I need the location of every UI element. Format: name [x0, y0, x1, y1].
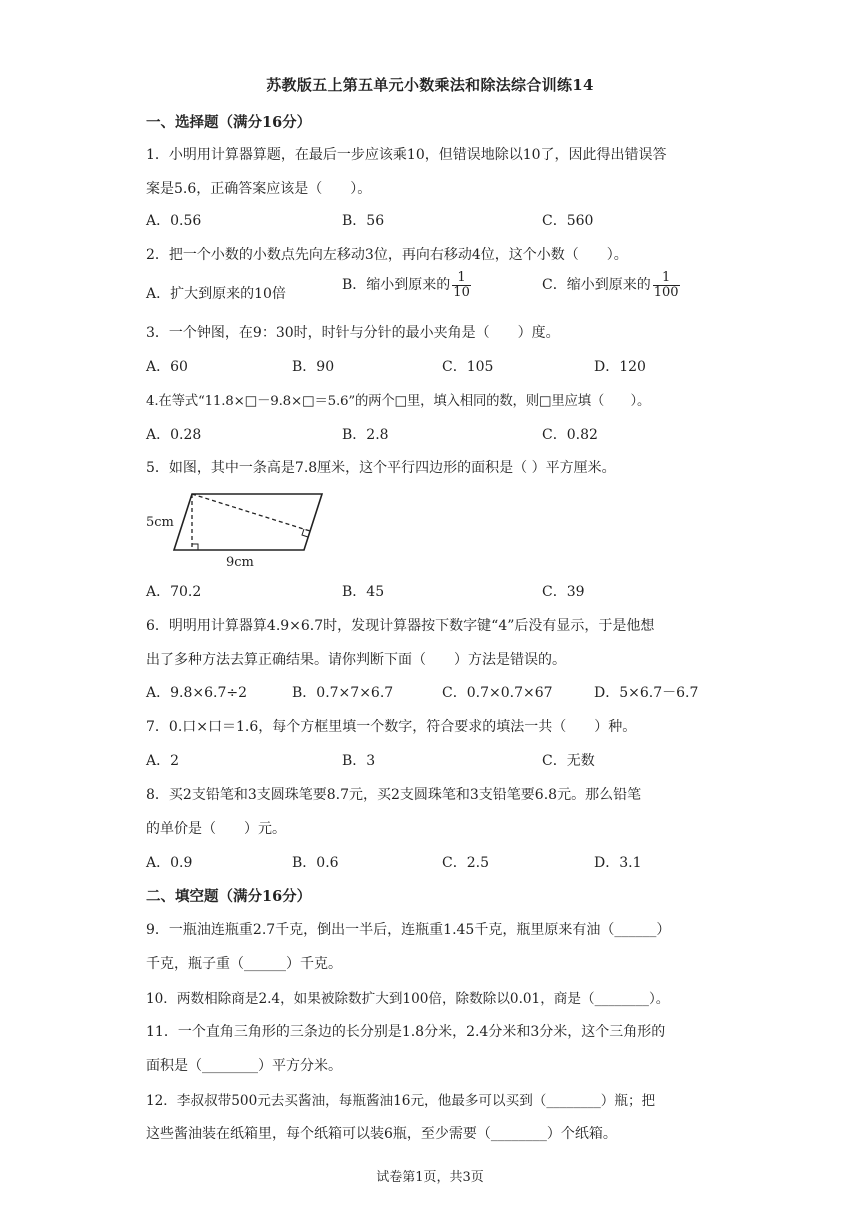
- question-5-text: 5．如图，其中一条高是7.8厘米，这个平行四边形的面积是（ ）平方厘米。: [146, 460, 616, 476]
- right-angle-mark-base: [192, 544, 198, 550]
- question-4-option-b: B．2.8: [342, 427, 389, 443]
- question-9-line-1: 9．一瓶油连瓶重2.7千克，倒出一半后，连瓶重1.45千克，瓶里原来有油（______）: [146, 922, 671, 938]
- question-8-option-d: D．3.1: [594, 855, 642, 871]
- page-footer: 试卷第1页，共3页: [376, 1170, 484, 1185]
- parallelogram-figure: [140, 484, 340, 574]
- section-heading-choice: 一、选择题（满分16分）: [146, 114, 312, 131]
- question-12-line-1: 12．李叔叔带500元去买酱油，每瓶酱油16元，他最多可以买到（________）瓶；把: [146, 1093, 656, 1109]
- question-11-line-2: 面积是（________）平方分米。: [146, 1058, 342, 1074]
- section-heading-fill: 二、填空题（满分16分）: [146, 888, 312, 905]
- fraction-one-hundredth: $\frac{1}{100}$: [653, 270, 679, 300]
- question-1-line-1: 1．小明用计算器算题，在最后一步应该乘10，但错误地除以10了，因此得出错误答: [146, 147, 667, 163]
- question-6-line-2: 出了多种方法去算正确结果。请你判断下面（ ）方法是错误的。: [146, 652, 566, 668]
- question-7-text: 7．0.口×口＝1.6，每个方框里填一个数字，符合要求的填法一共（ ）种。: [146, 719, 637, 735]
- question-4-option-a: A．0.28: [146, 427, 202, 443]
- question-10-text: 10．两数相除商是2.4，如果被除数扩大到100倍，除数除以0.01，商是（________）。: [146, 991, 670, 1007]
- page-title: 苏教版五上第五单元小数乘法和除法综合训练14: [266, 76, 594, 94]
- question-1-line-2: 案是5.6，正确答案应该是（ ）。: [146, 181, 372, 197]
- question-8-option-b: B．0.6: [292, 855, 339, 871]
- question-6-option-d: D．5×6.7－6.7: [594, 685, 699, 701]
- question-6-option-a: A．9.8×6.7÷2: [146, 685, 248, 701]
- base-length-label: 9cm: [226, 555, 254, 570]
- question-2-option-b: [342, 271, 471, 299]
- question-1-option-a: A．0.56: [146, 213, 202, 229]
- question-3-option-d: D．120: [594, 359, 646, 375]
- question-1-option-b: B．56: [342, 213, 385, 229]
- question-6-option-c: C．0.7×0.7×67: [442, 685, 553, 701]
- side-length-label: 5cm: [146, 515, 174, 530]
- question-8-option-c: C．2.5: [442, 855, 489, 871]
- question-8-option-a: A．0.9: [146, 855, 193, 871]
- question-2-option-c: [542, 271, 680, 299]
- question-3-option-a: A．60: [146, 359, 188, 375]
- question-8-line-1: 8．买2支铅笔和3支圆珠笔要8.7元，买2支圆珠笔和3支铅笔要6.8元。那么铅笔: [146, 787, 642, 803]
- height-line-to-side: [192, 494, 310, 531]
- question-5-option-b: B．45: [342, 584, 385, 600]
- question-5-option-c: C．39: [542, 584, 585, 600]
- parallelogram-shape: [174, 494, 322, 550]
- question-4-text: 4.在等式“11.8×□－9.8×□＝5.6”的两个□里，填入相同的数，则□里应填（ ）。: [146, 394, 651, 409]
- question-3-option-b: B．90: [292, 359, 335, 375]
- question-7-option-c: C．无数: [542, 753, 595, 769]
- question-12-line-2: 这些酱油装在纸箱里，每个纸箱可以装6瓶，至少需要（________）个纸箱。: [146, 1126, 617, 1142]
- question-2-option-c-label: C．缩小到原来的: [542, 277, 651, 294]
- question-2-option-a: A．扩大到原来的10倍: [146, 286, 286, 302]
- question-6-option-b: B．0.7×7×6.7: [292, 685, 394, 701]
- question-8-line-2: 的单价是（ ）元。: [146, 821, 286, 837]
- question-11-line-1: 11．一个直角三角形的三条边的长分别是1.8分米，2.4分米和3分米，这个三角形的: [146, 1024, 666, 1040]
- question-4-option-c: C．0.82: [542, 427, 598, 443]
- question-7-option-b: B．3: [342, 753, 376, 769]
- question-5-option-a: A．70.2: [146, 584, 202, 600]
- question-3-text: 3．一个钟图，在9：30时，时针与分针的最小夹角是（ ）度。: [146, 325, 560, 341]
- question-2-option-b-label: B．缩小到原来的: [342, 277, 451, 294]
- question-7-option-a: A．2: [146, 753, 180, 769]
- question-9-line-2: 千克，瓶子重（______）千克。: [146, 956, 342, 972]
- question-6-line-1: 6．明明用计算器算4.9×6.7时，发现计算器按下数字键“4”后没有显示，于是他想: [146, 618, 655, 634]
- question-2-text: 2．把一个小数的小数点先向左移动3位，再向右移动4位，这个小数（ ）。: [146, 247, 628, 263]
- question-3-option-c: C．105: [442, 359, 494, 375]
- fraction-one-tenth: $\frac{1}{10}$: [453, 270, 470, 300]
- question-1-option-c: C．560: [542, 213, 594, 229]
